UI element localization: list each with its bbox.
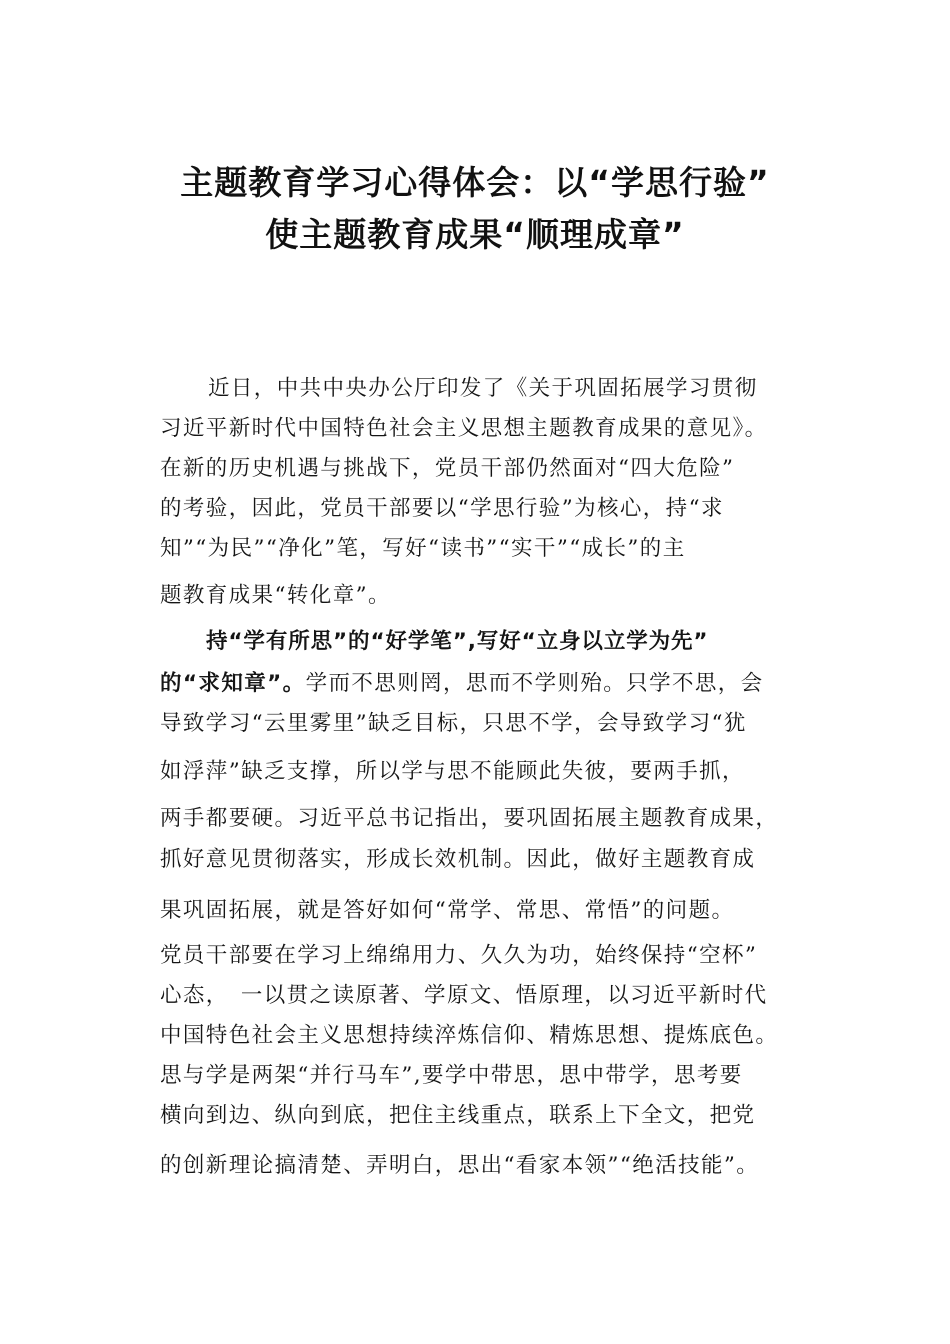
paragraph-2-line-11: 思与学是两架“并行马车”,要学中带思，思中带学，思考要	[160, 1063, 743, 1088]
paragraph-1-line-2: 习近平新时代中国特色社会主义思想主题教育成果的意见》。	[160, 416, 768, 441]
paragraph-2-line-2	[160, 668, 840, 700]
document-title-line-2: 使主题教育成果“顺理成章”	[265, 215, 685, 254]
paragraph-1-line-6: 题教育成果“转化章”。	[160, 583, 391, 608]
paragraph-1-line-3: 在新的历史机遇与挑战下，党员干部仍然面对“四大危险”	[160, 456, 735, 481]
paragraph-2-line-3: 导致学习“云里雾里”缺乏目标，只思不学，会导致学习“犹	[160, 711, 747, 736]
paragraph-1-line-4: 的考验，因此，党员干部要以“学思行验”为核心，持“求	[160, 496, 724, 521]
paragraph-2-line-13: 的创新理论搞清楚、弄明白，思出“看家本领”“绝活技能”。	[160, 1153, 760, 1178]
paragraph-2-line-10: 中国特色社会主义思想持续淬炼信仰、精炼思想、提炼底色。	[160, 1023, 779, 1048]
paragraph-2-line-2-text: 学而不思则罔，思而不学则殆。只学不思，会	[305, 671, 764, 696]
paragraph-2-line-12: 横向到边、纵向到底，把住主线重点，联系上下全文，把党	[160, 1103, 756, 1128]
document-title-line-1: 主题教育学习心得体会：以“学思行验”	[180, 163, 770, 202]
paragraph-2-line-7: 果巩固拓展，就是答好如何“常学、常思、常悟”的问题。	[160, 898, 735, 923]
paragraph-2-heading-end: 的“求知章”。	[160, 671, 306, 696]
paragraph-2-heading-line-1: 持“学有所思”的“好学笔”,写好“立身以立学为先”	[206, 629, 709, 654]
paragraph-2-line-9: 心态， 一以贯之读原著、学原文、悟原理，以习近平新时代	[160, 983, 768, 1008]
paragraph-2-line-5: 两手都要硬。习近平总书记指出，要巩固拓展主题教育成果，	[160, 806, 779, 831]
paragraph-2-line-8: 党员干部要在学习上绵绵用力、久久为功，始终保持“空杯”	[160, 943, 758, 968]
paragraph-1-line-1: 近日，中共中央办公厅印发了《关于巩固拓展学习贯彻	[208, 376, 758, 401]
paragraph-2-line-4: 如浮萍”缺乏支撑，所以学与思不能顾此失彼，要两手抓，	[160, 759, 745, 784]
paragraph-2-line-6: 抓好意见贯彻落实，形成长效机制。因此，做好主题教育成	[160, 847, 756, 872]
paragraph-1-line-5: 知”“为民”“净化”笔，写好“读书”“实干”“成长”的主	[160, 536, 686, 561]
